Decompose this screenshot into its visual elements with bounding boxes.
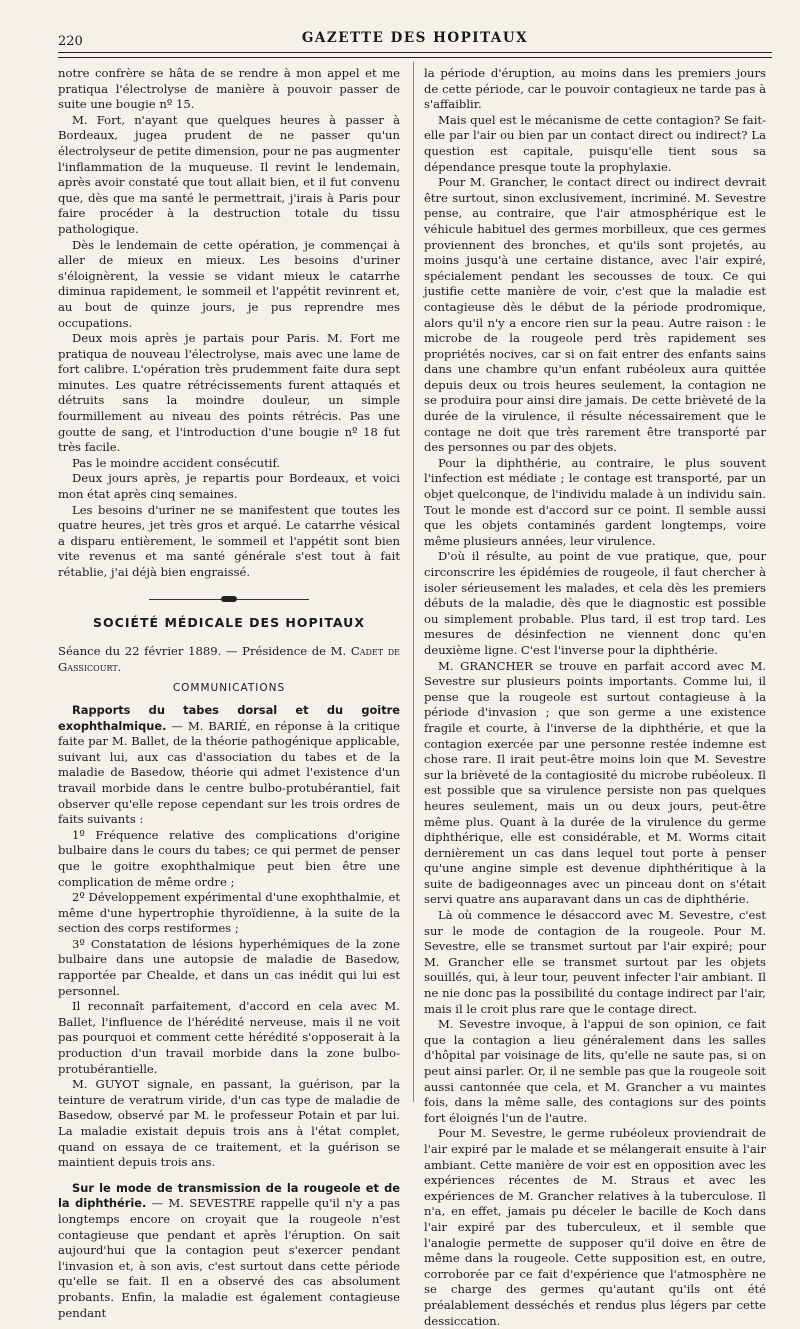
topic-title: Rapports du tabes dorsal et du goitre exophthalmique. (58, 702, 400, 733)
paragraph: M. Fort, n'ayant que quelques heures à passer à Bordeaux, jugea prudent de ne passer qu'un électrolyseur de petite dimension, pour ne pas augmenter l'inflammation de la muqueuse. Il revint le lendemain, après avoir constaté que tout allait bien, et il fut convenu que, dès que ma santé le permettrait, j'irais à Paris pour faire procéder à la destruction totale du tissu pathologique. (58, 112, 400, 236)
right-column (424, 66, 766, 1329)
paragraph (424, 659, 766, 909)
seance-text: Séance du 22 février 1889. — Présidence de M. (58, 644, 351, 659)
list-item: 1º Fréquence relative des complications d'origine bulbaire dans le cours du tabes; ce qui permet de penser que le goitre exophthalmique peut bien être une complication de même ordre ; (58, 827, 400, 889)
paragraph: Dès le lendemain de cette opération, je commençai à aller de mieux en mieux. Les besoins d'uriner s'éloignèrent, la vessie se vidant mieux le catarrhe diminua rapidement, le sommeil et l'appétit revinrent et, au bout de quinze jours, je pus reprendre mes occupations. (58, 237, 400, 330)
paragraph (58, 703, 400, 828)
seance-end: . (117, 659, 122, 674)
paragraph (58, 1181, 400, 1321)
paragraph: Pas le moindre accident consécutif. (72, 455, 281, 470)
paragraph: la période d'éruption, au moins dans les premiers jours de cette période, car le pouvoir contagieux ne tarde pas à s'affaiblir. (424, 66, 766, 112)
speaker-name: — M. BARIÉ, (171, 718, 251, 733)
paragraph-text: en réponse à la critique faite par M. Ballet, de la théorie pathogénique applicable, suivant lui, aux cas d'association du tabes et de la maladie de Basedow, théorie qui admet l'existence d'un travail morbide dans le centre bulbo-protubérantiel, fait observer qu'elle repose cependant sur les trois ordres de faits suivants : (58, 718, 401, 827)
page-number: 220 (58, 34, 83, 49)
header-rule (58, 52, 772, 58)
section-title: SOCIÉTÉ MÉDICALE DES HOPITAUX (93, 614, 365, 630)
paragraph: Pour M. Sevestre, le germe rubéoleux proviendrait de l'air expiré par le malade et se mélangerait ensuite à l'air ambiant. Cette manière de voir est en opposition avec les expériences récentes de M. Straus et avec les expériences de M. Grancher relatives à la tuberculose. Il n'a, en effet, jamais pu déceler le bacille de Koch dans l'air expiré par des tuberculeux, et il semble que l'analogie permette de supposer qu'il doive en être de même dans la rougeole. Cette supposition est, en outre, corroborée par ce fait d'expérience que l'atmosphère ne se charge des germes qu'autant qu'ils ont été préalablement desséchés et rendus plus légers par cette dessiccation. (424, 1126, 766, 1328)
seance-president: Cadet de Gassicourt (58, 644, 400, 674)
speaker-name: M. GRANCHER (438, 658, 533, 673)
paragraph-text: rappelle qu'il n'y a pas longtemps encore on croyait que la rougeole n'est contagieuse que pendant et après l'éruption. On sait aujourd'hui que la contagion peut s'exercer pendant l'invasion et, à son avis, c'est surtout dans cette période qu'elle se fait. Il en a observé des cas absolument probants. Enfin, la maladie est également contagieuse pendant (58, 1196, 400, 1320)
paragraph: Pour la diphthérie, au contraire, le plus souvent l'infection est médiate ; le contage est transporté, par un objet quelconque, de l'individu malade à un individu sain. Tout le monde est d'accord sur ce point. Il semble aussi que les objets contaminés gardent longtemps, voire même plusieurs années, leur virulence. (424, 455, 766, 548)
speaker-name: — M. SEVESTRE (146, 1196, 256, 1211)
paragraph: Deux jours après, je repartis pour Bordeaux, et voici mon état après cinq semaines. (58, 471, 400, 502)
page-header (58, 28, 772, 50)
paragraph: D'où il résulte, au point de vue pratique, que, pour circonscrire les épidémies de rougeole, il faut chercher à isoler sérieusement les malades, et cela dès les premiers débuts de la maladie, dès que le diagnostic est possible ou simplement probable. Plus tard, il est trop tard. Les mesures de désinfection ne viennent donc qu'en deuxième ligne. C'est l'inverse pour la diphthérie. (424, 549, 766, 657)
column-divider (413, 62, 414, 1102)
paragraph: Pour M. Grancher, le contact direct ou indirect devrait être surtout, sinon exclusivement, incriminé. M. Sevestre pense, au contraire, que l'air atmosphérique est le véhicule habituel des germes morbilleux, que ces germes proviennent des bronches, et qu'ils sont projetés, au moins jusqu'à une certaine distance, avec l'air expiré, spécialement pendant les secousses de toux. Ce qui justifie cette manière de voir, c'est que la maladie est contagieuse dès le début de la période prodromique, alors qu'il n'y a encore rien sur la peau. Autre raison : le microbe de la rougeole perd très rapidement ses propriétés nocives, car si on fait entrer des enfants sains dans une chambre qu'un enfant rubéoleux aura quittée depuis deux ou trois heures seulement, la contagion ne se produira pour ainsi dire jamais. De cette brièveté de la durée de la virulence, il résulte nécessairement que le contage ne doit que très rarement être transporté par des personnes ou par des objets. (424, 175, 766, 455)
communications-heading: COMMUNICATIONS (172, 682, 286, 695)
left-column (58, 66, 400, 1321)
paragraph-text: signale, en passant, la guérison, par la teinture de veratrum viride, d'un cas type de maladie de Basedow, observé par M. le professeur Potain et par lui. La maladie existait depuis trois ans à l'état complet, quand on essaya de ce traitement, et la guérison se maintient depuis trois ans. (58, 1077, 400, 1170)
paragraph: Là où commence le désaccord avec M. Sevestre, c'est sur le mode de contagion de la rougeole. Pour M. Sevestre, elle se transmet surtout par l'air expiré; pour M. Grancher elle se transmet surtout par les objets souillés, qui, à leur tour, peuvent infecter l'air ambiant. Il ne nie donc pas la possibilité du contage indirect par l'air, mais il le croit plus rare que le contage direct. (424, 908, 766, 1016)
speaker-name: M. GUYOT (72, 1077, 140, 1092)
section-ornament (149, 595, 309, 605)
list-item: 2º Développement expérimental d'une exophthalmie, et même d'une hypertrophie thyroïdienne, à la suite de la section des corps restiformes ; (58, 890, 400, 936)
paragraph: Deux mois après je partais pour Paris. M. Fort me pratiqua de nouveau l'électrolyse, mais avec une lame de fort calibre. L'opération très prudemment faite dura sept minutes. Les quatre rétrécissements furent attaqués et détruits sans la moindre douleur, un simple fourmillement au niveau des points rétrécis. Pas une goutte de sang, et l'introduction d'une bougie nº 18 fut très facile. (58, 331, 400, 455)
paragraph (58, 1077, 400, 1171)
topic-title: Sur le mode de transmission de la rougeole et de la diphthérie. (58, 1180, 400, 1211)
paragraph: Il reconnaît parfaitement, d'accord en cela avec M. Ballet, l'influence de l'hérédité nerveuse, mais il ne voit pas pourquoi et comment cette hérédité s'opposerait à la production d'un travail morbide dans la zone bulbo-protubérantielle. (58, 999, 400, 1076)
paragraph: Les besoins d'uriner ne se manifestent que toutes les quatre heures, jet très gros et arqué. Le catarrhe vésical a disparu entièrement, le sommeil et l'appétit sont bien vite revenus et ma santé générale s'est tout à fait rétablie, j'ai déjà bien engraissé. (58, 502, 400, 579)
paragraph: M. Sevestre invoque, à l'appui de son opinion, ce fait que la contagion a lieu généralement dans les salles d'hôpital par voisinage de lits, qu'elle ne saute pas, si on peut ainsi parler. Or, il ne semble pas que la rougeole soit aussi cantonnée que cela, et M. Grancher a vu maintes fois, dans la même salle, des contagions sur des points fort éloignés l'un de l'autre. (424, 1017, 766, 1125)
paragraph: notre confrère se hâta de se rendre à mon appel et me pratiqua l'électrolyse de manière à pouvoir passer de suite une bougie nº 15. (58, 66, 400, 112)
seance-line (58, 644, 400, 675)
running-head: GAZETTE DES HOPITAUX (301, 30, 529, 46)
list-item: 3º Constatation de lésions hyperhémiques de la zone bulbaire dans une autopsie de maladie de Basedow, rapportée par Chealde, et dans un cas inédit qui lui est personnel. (58, 936, 400, 998)
paragraph: Mais quel est le mécanisme de cette contagion? Se fait-elle par l'air ou bien par un contact direct ou indirect? La question est capitale, puisqu'elle tient sous sa dépendance presque toute la prophylaxie. (424, 112, 766, 174)
paragraph-text: se trouve en parfait accord avec M. Sevestre sur plusieurs points importants. Comme lui, il pense que la rougeole est surtout contagieuse à la période d'invasion ; que son germe a une existence fragile et courte, à l'inverse de la diphthérie, et que la contagion exercée par une personne restée indemne est chose rare. Il irait peut-être moins loin que M. Sevestre sur la brièveté de la contagiosité du microbe rubéoleux. Il est possible que sa virulence persiste non pas quelques heures seulement, mais un ou deux jours, peut-être même plus. Quant à la durée de la virulence du germe diphthérique, elle est considérable, et M. Worms citait dernièrement un cas dans lequel tout porte à penser qu'une angine simple est devenue diphthéritique à la suite de badigeonnages avec un pinceau dont on s'était servi quatre ans auparavant dans un cas de diphthérie. (424, 658, 766, 907)
